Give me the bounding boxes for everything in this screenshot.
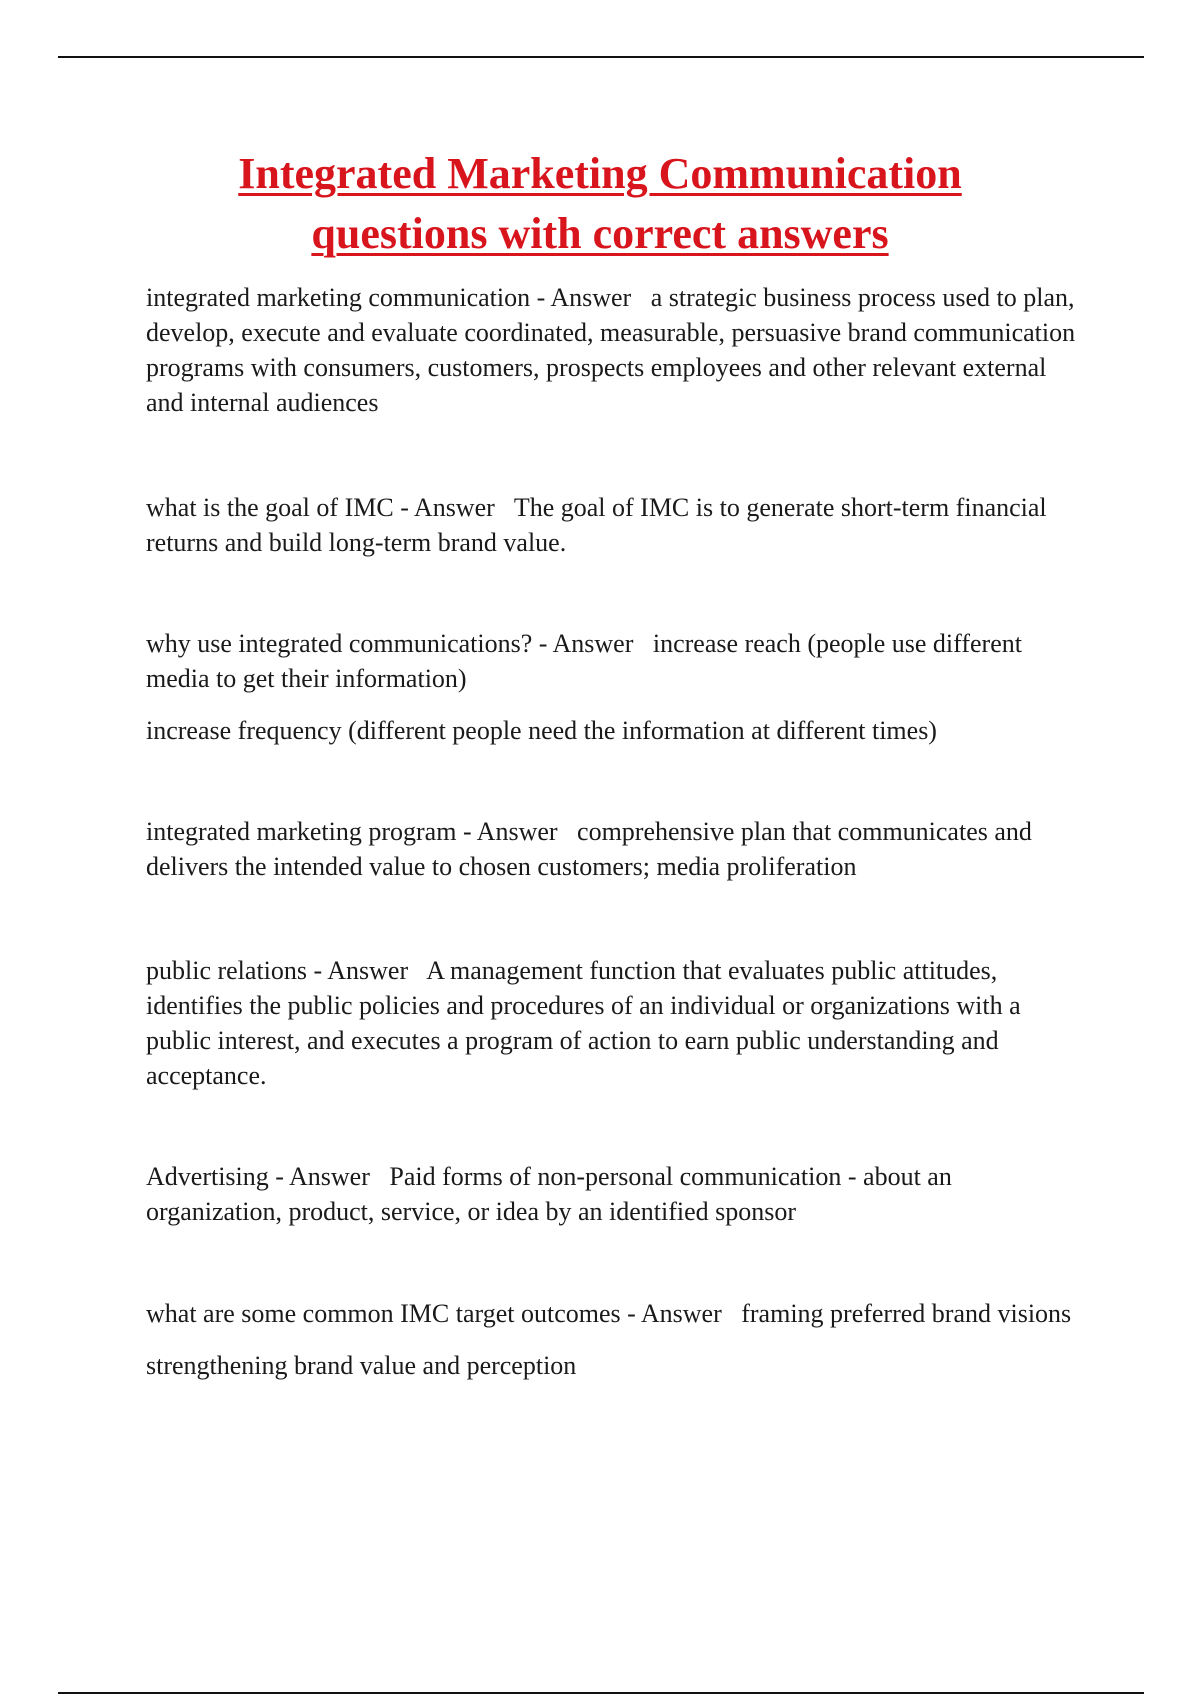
question-text: integrated marketing communication: [146, 283, 531, 312]
question-text: why use integrated communications?: [146, 629, 533, 658]
answer-continuation: strengthening brand value and perception: [146, 1351, 577, 1380]
answer-separator: - Answer: [307, 956, 409, 985]
answer-text: increase reach (people use different media to get their information): [146, 629, 1022, 693]
title-line-2: questions with correct answers: [311, 209, 889, 258]
qa-item: [146, 490, 1090, 560]
qa-paragraph: [146, 280, 1090, 420]
qa-item: [146, 1296, 1090, 1383]
qa-paragraph: [146, 814, 1090, 884]
qa-paragraph: [146, 1296, 1090, 1331]
qa-paragraph: [146, 626, 1090, 696]
answer-text: Paid forms of non-personal communication - about an organization, product, service, or idea by an identified sponsor: [146, 1162, 952, 1226]
qa-paragraph: [146, 1159, 1090, 1229]
document-title: [0, 144, 1200, 264]
question-text: what is the goal of IMC: [146, 493, 394, 522]
answer-separator: - Answer: [620, 1299, 722, 1328]
answer-separator: - Answer: [532, 629, 634, 658]
answer-separator: - Answer: [393, 493, 495, 522]
question-text: public relations: [146, 956, 308, 985]
answer-separator: - Answer: [456, 817, 558, 846]
answer-text: A management function that evaluates public attitudes, identifies the public policies and procedures of an individual or organizations with a public interest, and executes a program of action to earn public understanding and acceptance.: [146, 956, 1021, 1090]
qa-paragraph: [146, 490, 1090, 560]
question-text: what are some common IMC target outcomes: [146, 1299, 621, 1328]
qa-item: [146, 280, 1090, 420]
qa-item: [146, 814, 1090, 884]
qa-item: [146, 953, 1090, 1093]
qa-item: [146, 626, 1090, 748]
question-text: Advertising: [146, 1162, 269, 1191]
answer-separator: - Answer: [530, 283, 632, 312]
answer-text: framing preferred brand visions: [741, 1299, 1072, 1328]
answer-continuation: increase frequency (different people need the information at different times): [146, 716, 937, 745]
qa-paragraph: [146, 953, 1090, 1093]
answer-text: comprehensive plan that communicates and delivers the intended value to chosen customers; media proliferation: [146, 817, 1032, 881]
answer-separator: - Answer: [268, 1162, 370, 1191]
top-rule: [58, 56, 1144, 58]
answer-text: The goal of IMC is to generate short-term financial returns and build long-term brand value.: [146, 493, 1047, 557]
title-line-1: Integrated Marketing Communication: [238, 149, 962, 198]
bottom-rule: [58, 1692, 1144, 1694]
qa-item: [146, 1159, 1090, 1229]
question-text: integrated marketing program: [146, 817, 457, 846]
answer-text: a strategic business process used to plan, develop, execute and evaluate coordinated, measurable, persuasive brand communication programs with consumers, customers, prospects employees and other relevant external and internal audiences: [146, 283, 1076, 417]
